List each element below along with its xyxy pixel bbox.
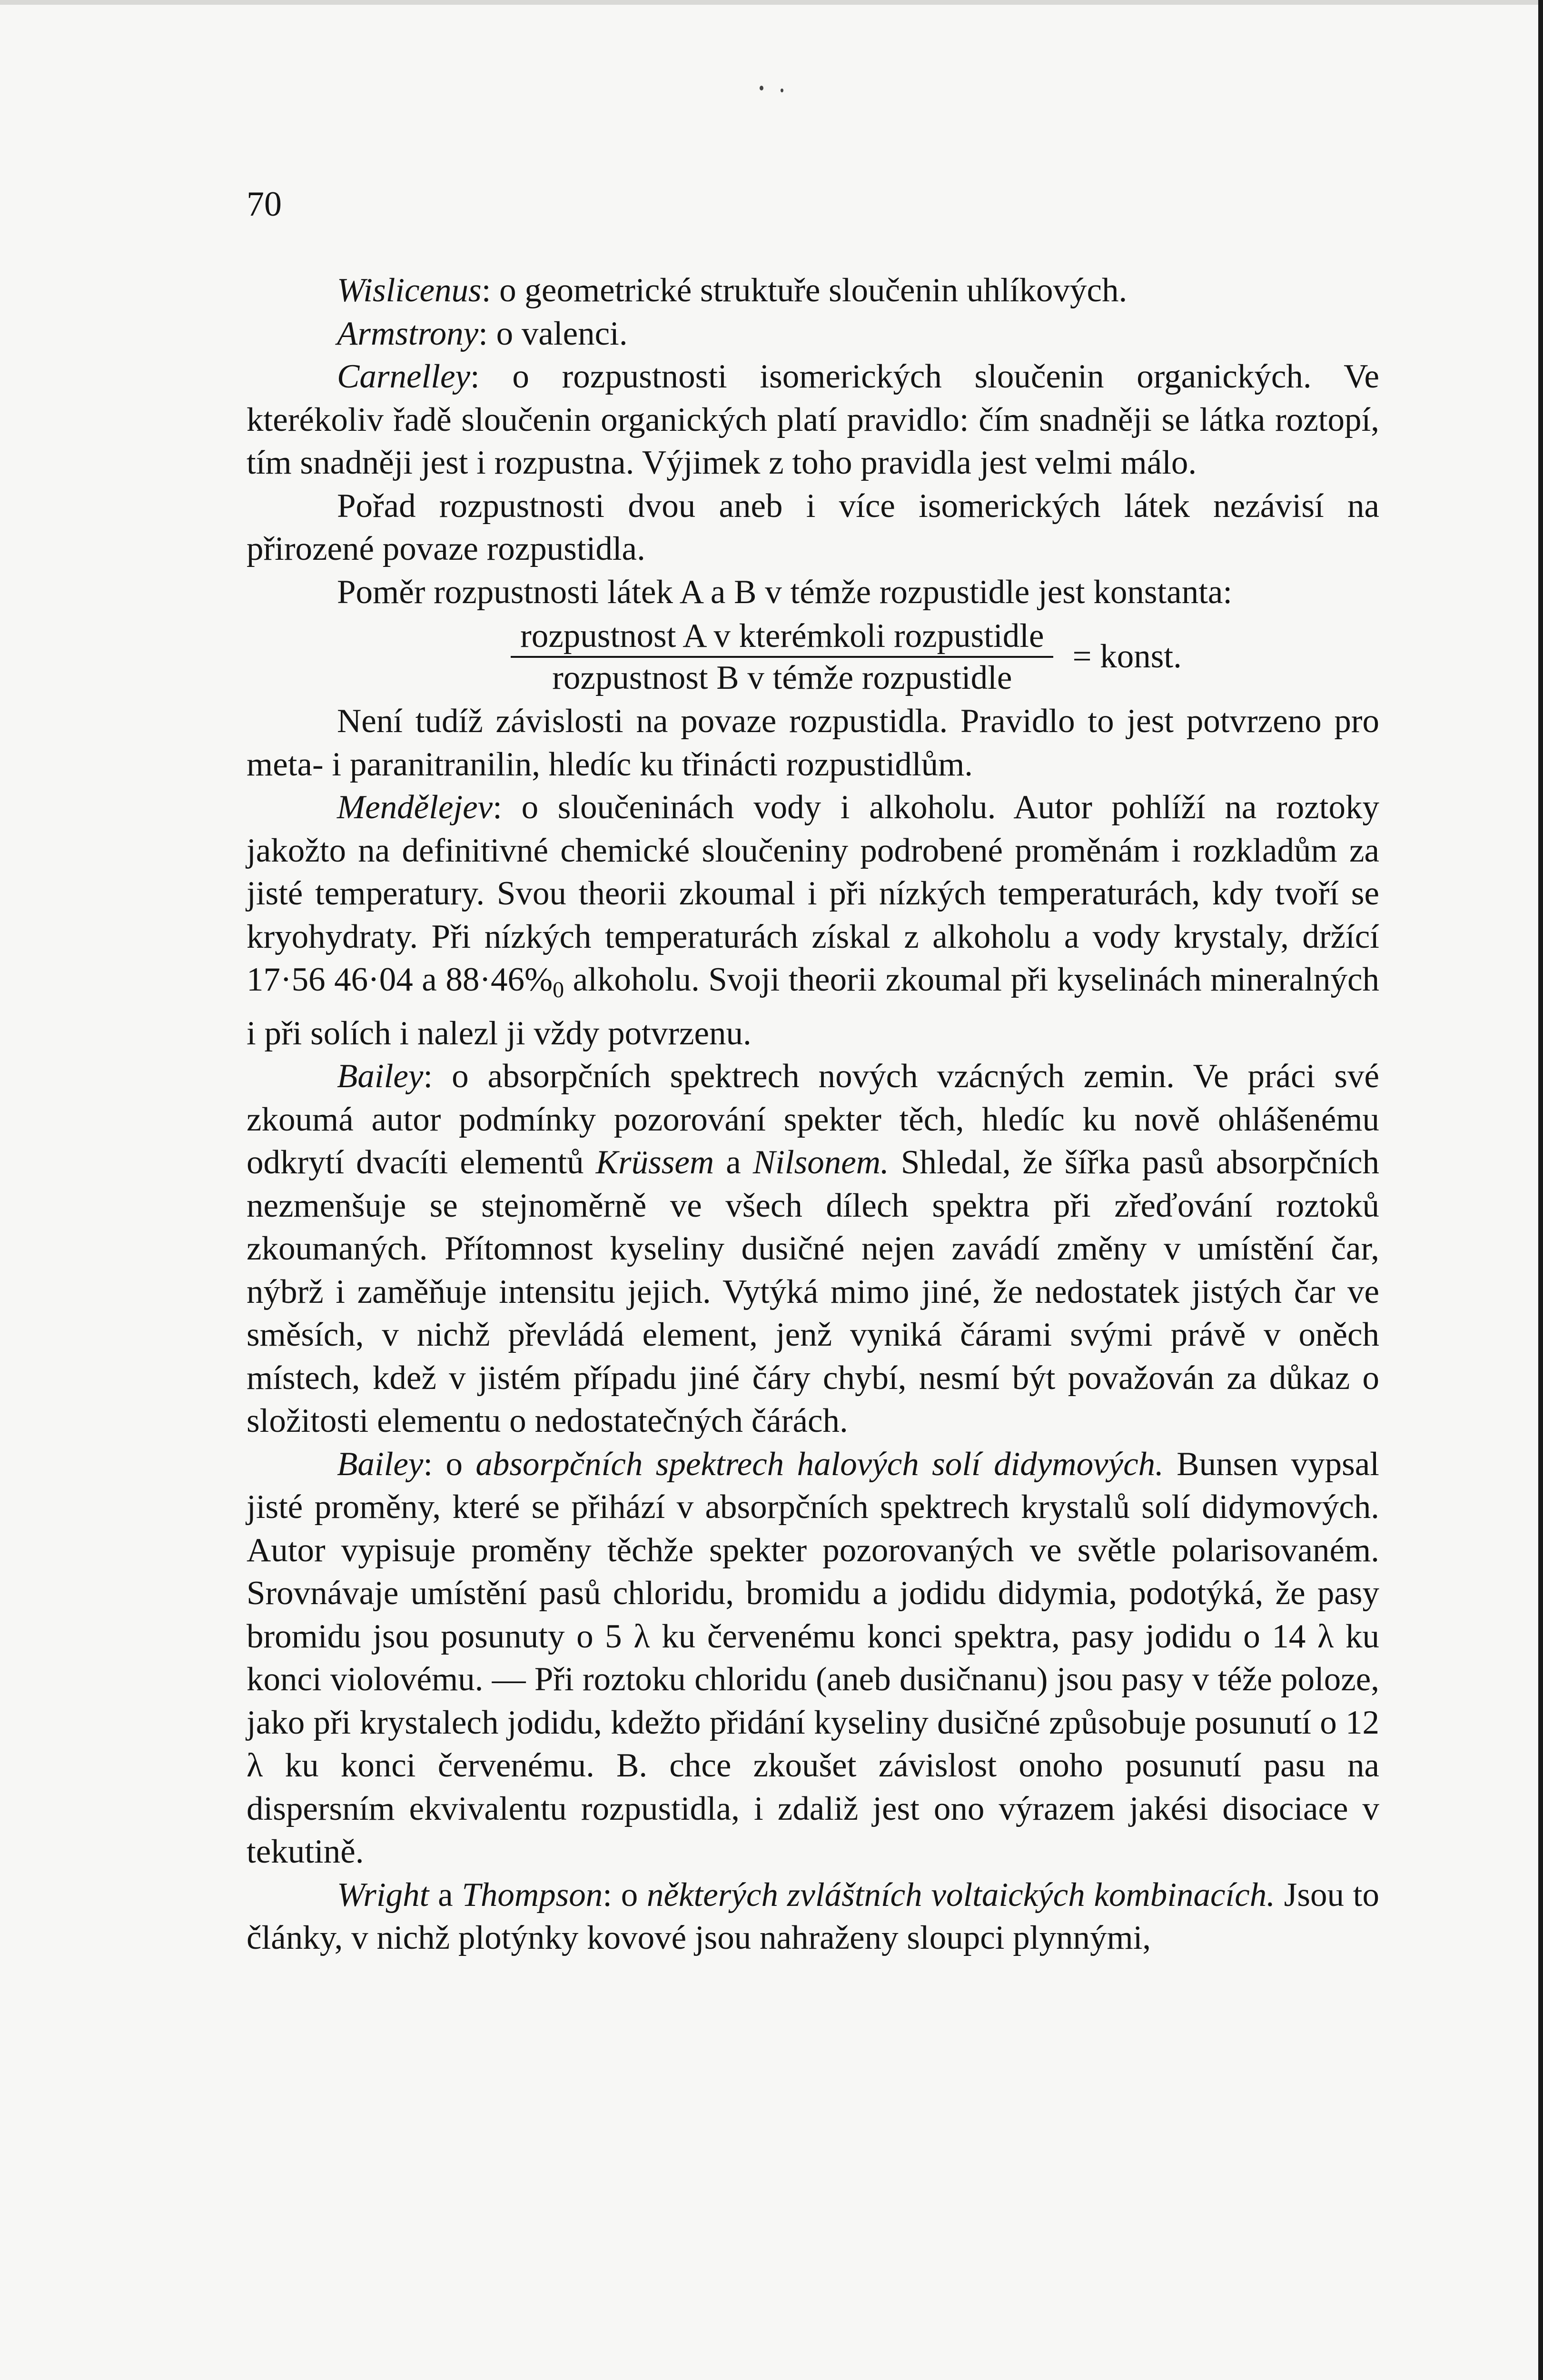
paragraph-porad [247, 485, 1379, 571]
scan-right-edge [1538, 0, 1543, 2380]
formula-numerator: rozpustnost A v kterémkoli rozpustidle [511, 616, 1053, 658]
paragraph-pomer [247, 571, 1379, 614]
paragraph-text: a [714, 1144, 753, 1181]
paragraph-wislicenus [247, 269, 1379, 312]
work-title: některých zvláštních voltaických kombinacích. [647, 1876, 1275, 1914]
solubility-formula [313, 614, 1379, 700]
paragraph-bailey-2 [247, 1443, 1379, 1874]
paragraph-text: a [429, 1876, 462, 1914]
paragraph-bailey-1 [247, 1055, 1379, 1443]
paragraph-text: Není tudíž závislosti na povaze rozpustidla. Pravidlo to jest potvrzeno pro meta- i paranitranilin, hledíc ku třinácti rozpustidlům. [247, 703, 1379, 783]
percent-subscript: 0 [553, 977, 564, 1002]
body-text [247, 269, 1379, 1960]
author-name: Armstrony [337, 315, 479, 352]
author-name: Wright [337, 1876, 429, 1914]
paragraph-text: alkoholu. Svoji theorii zkoumal při kyselinách mineralných i při solích i nalezl ji vždy potvrzenu. [247, 961, 1379, 1052]
work-title: absorpčních spektrech halových solí didymových. [475, 1445, 1164, 1483]
author-name: Bailey [337, 1058, 424, 1095]
paragraph-text: Poměr rozpustnosti látek A a B v témže rozpustidle jest konstanta: [337, 573, 1233, 611]
author-name: Carnelley [337, 358, 470, 395]
formula-rhs: = konst. [1072, 638, 1182, 675]
person-name: Krüssem [595, 1144, 714, 1181]
scan-top-edge [0, 0, 1543, 5]
paragraph-neni [247, 700, 1379, 786]
paragraph-text: Pořad rozpustnosti dvou aneb i více isomerických látek nezávisí na přirozené povaze rozpustidla. [247, 487, 1379, 567]
paragraph-text: Jsou to články, v nichž plotýnky kovové jsou nahraženy sloupci plynnými, [247, 1876, 1379, 1956]
formula-denominator: rozpustnost B v témže rozpustidle [552, 659, 1012, 696]
percent-sign: % [524, 961, 553, 998]
paragraph-text: : o absorpčních spektrech nových vzácných zemin. Ve práci své zkoumá autor podmínky pozorování spekter těch, hledíc ku nově ohlášenému odkrytí dvacíti elementů [247, 1058, 1379, 1181]
scan-speck [781, 89, 783, 92]
author-name: Bailey [337, 1445, 424, 1483]
formula-fraction [511, 616, 1053, 698]
author-name: Mendělejev [337, 789, 493, 826]
page-number: 70 [247, 185, 282, 224]
author-name: Wislicenus [337, 272, 482, 309]
paragraph-text: : o sloučeninách vody i alkoholu. Autor pohlíží na roztoky jakožto na definitivné chemické sloučeniny podrobené proměnám i rozkladům za jisté temperatury. Svou theorii zkoumal i při nízkých temperaturách, kdy tvoří se kryohydraty. Při nízkých temperaturách získal z alkoholu a vody krystaly, držící 17·56 46·04 a 88·46 [247, 789, 1379, 998]
paragraph-text: : o valenci. [478, 315, 628, 352]
person-name: Nilsonem. [752, 1144, 889, 1181]
paragraph-text: : o [603, 1876, 647, 1914]
paragraph-mendelejev [247, 786, 1379, 1055]
paragraph-text: : o [423, 1445, 476, 1483]
paragraph-text: Shledal, že šířka pasů absorpčních nezmenšuje se stejnoměrně ve všech dílech spektra při zřeďování roztoků zkoumaných. Přítomnost kyseliny dusičné nejen zavádí změny v umístění čar, nýbrž i zaměňuje intensitu jejich. Vytýká mimo jiné, že nedostatek jistých čar ve směsích, v nichž převládá element, jenž vyniká čárami svými právě v oněch místech, kdež v jistém případu jiné čáry chybí, nesmí být považován za důkaz o složitosti elementu o nedostatečných čárách. [247, 1144, 1379, 1439]
author-name: Thompson [462, 1876, 603, 1914]
paragraph-text: Bunsen vypsal jisté proměny, které se přihází v absorpčních spektrech krystalů solí didymových. Autor vypisuje proměny těchže spekter pozorovaných ve světle polarisovaném. Srovnávaje umístění pasů chloridu, bromidu a jodidu didymia, podotýká, že pasy bromidu jsou posunuty o 5 λ ku červenému konci spektra, pasy jodidu o 14 λ ku konci violovému. — Při roztoku chloridu (aneb dusičnanu) jsou pasy v téže poloze, jako při krystalech jodidu, kdežto přidání kyseliny dusičné způsobuje posunutí o 12 λ ku konci červenému. B. chce zkoušet závislost onoho posunutí pasu na dispersním ekvivalentu rozpustidla, i zdaliž jest ono výrazem jakési disociace v tekutině. [247, 1445, 1379, 1870]
paragraph-text: : o rozpustnosti isomerických sloučenin organických. Ve kterékoliv řadě sloučenin organických platí pravidlo: čím snadněji se látka roztopí, tím snadněji jest i rozpustna. Výjimek z toho pravidla jest velmi málo. [247, 358, 1379, 481]
scan-speck [760, 86, 763, 90]
paragraph-armstrony [247, 312, 1379, 356]
paragraph-text: : o geometrické struktuře sloučenin uhlíkových. [481, 272, 1128, 309]
paragraph-carnelley [247, 355, 1379, 485]
paragraph-wright-thompson [247, 1874, 1379, 1960]
